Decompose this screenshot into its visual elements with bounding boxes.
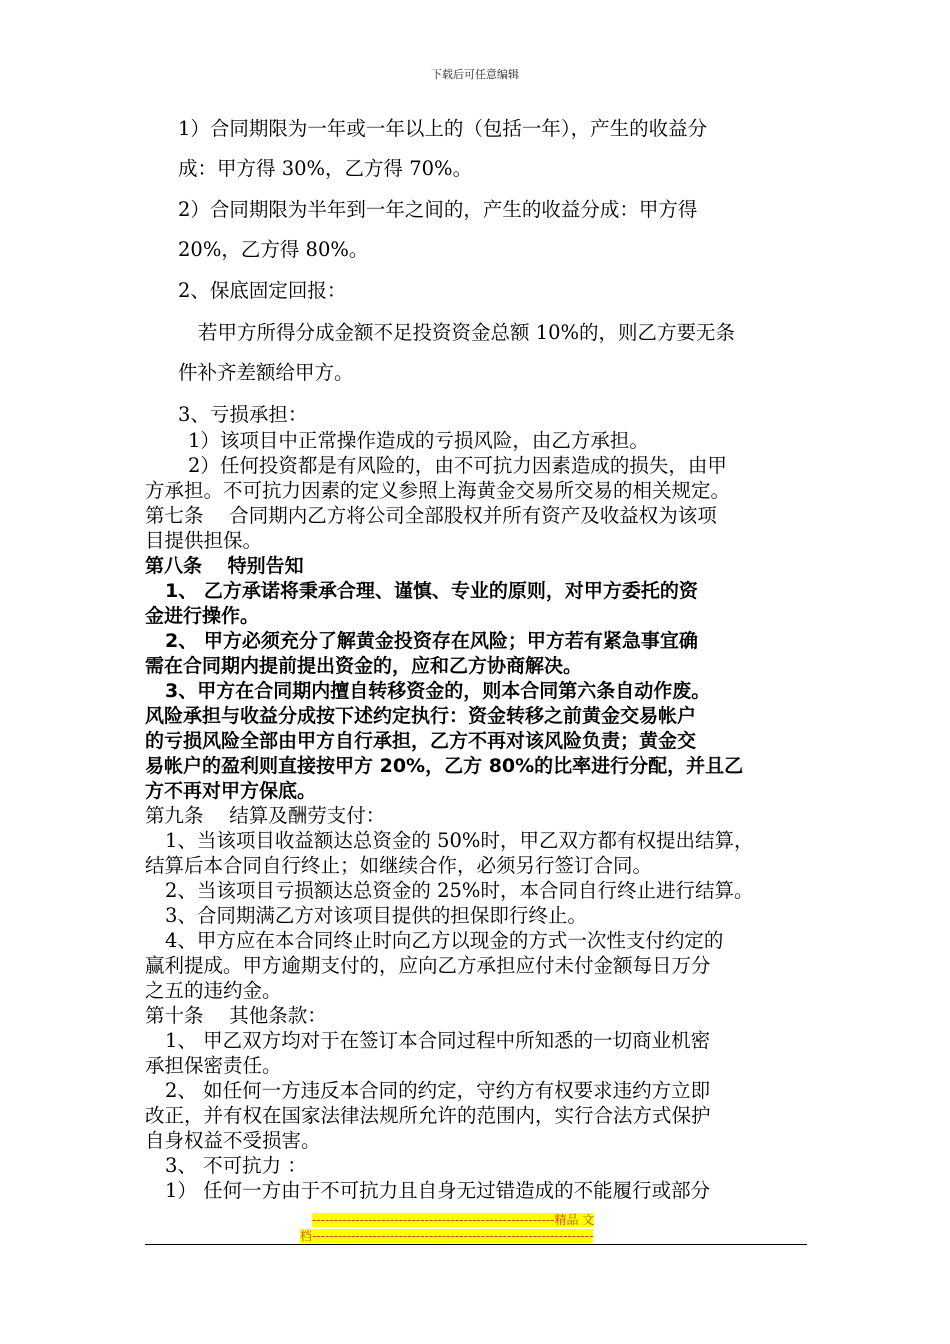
text-line: 2、 如任何一方违反本合同的约定，守约方有权要求违约方立即: [165, 1079, 711, 1102]
text-line: 易帐户的盈利则直接按甲方 20%，乙方 80%的比率进行分配，并且乙: [145, 755, 744, 777]
text-line: 4、甲方应在本合同终止时向乙方以现金的方式一次性支付约定的: [165, 929, 724, 952]
text-line: 3、亏损承担：: [178, 403, 308, 426]
text-line: 20%，乙方得 80%。: [178, 238, 369, 261]
text-line: 2、保底固定回报：: [178, 279, 347, 302]
text-line: 改正，并有权在国家法律法规所允许的范围内，实行合法方式保护: [145, 1104, 711, 1127]
footer-rule: [145, 1244, 807, 1245]
text-line: 1、当该项目收益额达总资金的 50%时，甲乙双方都有权提出结算，: [165, 829, 754, 852]
footer-line-2: 档-----------------------------------------------------------------: [300, 1229, 594, 1243]
footer-line-1: --------------------------------------------------------精品 文: [312, 1213, 595, 1227]
text-line: 3、合同期满乙方对该项目提供的担保即行终止。: [165, 904, 587, 927]
text-line: 的亏损风险全部由甲方自行承担，乙方不再对该风险负责；黄金交: [145, 730, 697, 752]
text-line: 第十条 其他条款：: [145, 1004, 327, 1027]
text-line: 金进行操作。: [145, 605, 260, 627]
text-line: 1、 乙方承诺将秉承合理、谨慎、专业的原则，对甲方委托的资: [165, 580, 698, 602]
text-line: 1） 任何一方由于不可抗力且自身无过错造成的不能履行或部分: [165, 1179, 711, 1202]
footer-watermark: [300, 1212, 660, 1244]
text-line: 2、 甲方必须充分了解黄金投资存在风险；甲方若有紧急事宜确: [165, 630, 698, 652]
text-line: 结算后本合同自行终止；如继续合作，必须另行签订合同。: [145, 854, 653, 877]
text-line: 3、甲方在合同期内擅自转移资金的，则本合同第六条自动作废。: [165, 680, 711, 702]
text-line: 承担保密责任。: [145, 1054, 282, 1077]
text-line: 2、当该项目亏损额达总资金的 25%时，本合同自行终止进行结算。: [165, 879, 754, 902]
text-line: 若甲方所得分成金额不足投资资金总额 10%的，则乙方要无条: [198, 321, 736, 344]
text-line: 第九条 结算及酬劳支付：: [145, 804, 386, 827]
text-line: 方承担。不可抗力因素的定义参照上海黄金交易所交易的相关规定。: [145, 479, 731, 502]
text-line: 风险承担与收益分成按下述约定执行：资金转移之前黄金交易帐户: [145, 705, 697, 727]
text-line: 件补齐差额给甲方。: [178, 361, 354, 384]
text-line: 1）该项目中正常操作造成的亏损风险，由乙方承担。: [188, 429, 649, 452]
text-line: 第七条 合同期内乙方将公司全部股权并所有资产及收益权为该项: [145, 504, 717, 527]
text-line: 需在合同期内提前提出资金的，应和乙方协商解决。: [145, 655, 583, 677]
text-line: 2）任何投资都是有风险的，由不可抗力因素造成的损失，由甲: [188, 454, 727, 477]
text-line: 方不再对甲方保底。: [145, 780, 317, 802]
text-line: 2）合同期限为半年到一年之间的，产生的收益分成：甲方得: [178, 198, 698, 221]
text-line: 之五的违约金。: [145, 979, 282, 1002]
text-line: 3、 不可抗力 ：: [165, 1154, 307, 1177]
page-header: 下载后可任意编辑: [431, 68, 519, 81]
text-line: 第八条 特别告知: [145, 555, 304, 577]
text-line: 目提供担保。: [145, 529, 263, 552]
text-line: 成：甲方得 30%，乙方得 70%。: [178, 157, 473, 180]
text-line: 1）合同期限为一年或一年以上的（包括一年），产生的收益分: [178, 117, 708, 140]
text-line: 赢利提成。甲方逾期支付的，应向乙方承担应付未付金额每日万分: [145, 954, 711, 977]
text-line: 自身权益不受损害。: [145, 1129, 321, 1152]
text-line: 1、 甲乙双方均对于在签订本合同过程中所知悉的一切商业机密: [165, 1029, 711, 1052]
